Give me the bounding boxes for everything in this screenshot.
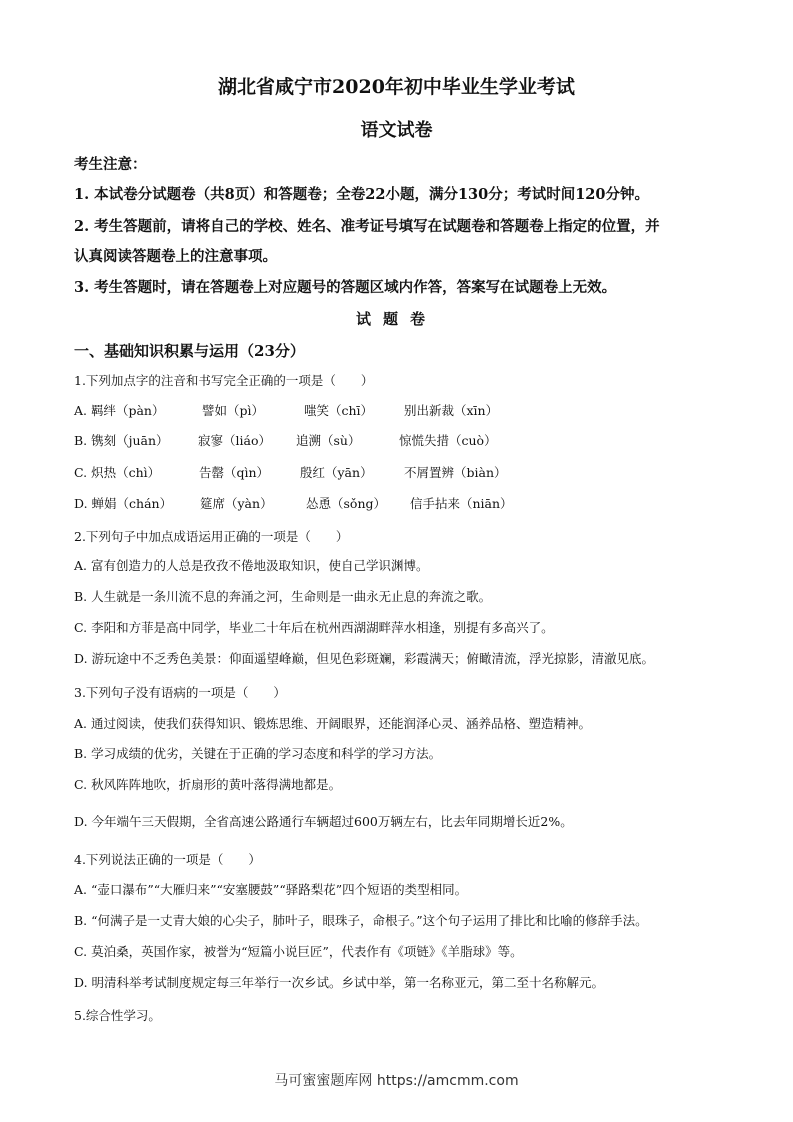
question-5-stem: 5.综合性学习。	[74, 1008, 161, 1023]
question-4-option-b: B. “何满子是一丈青大娘的心尖子，肺叶子，眼珠子，命根子。”这个句子运用了排比和比喻的修辞手法。	[74, 913, 648, 928]
option-c-word-2: 告罄（qìn）	[199, 465, 270, 480]
option-a-word-2: 譬如（pì）	[202, 403, 264, 418]
option-b-word-1: B. 镌刻（juān）	[74, 433, 169, 448]
question-3-option-b: B. 学习成绩的优劣，关键在于正确的学习态度和科学的学习方法。	[74, 746, 442, 761]
question-4-option-c: C. 莫泊桑，英国作家，被誉为“短篇小说巨匠”，代表作有《项链》《羊脂球》等。	[74, 944, 523, 959]
part-1-title: 一、基础知识积累与运用（23分）	[74, 342, 305, 360]
option-d-word-2: 筵席（yàn）	[200, 496, 273, 511]
option-b-word-3: 追溯（sù）	[296, 433, 361, 448]
question-3-option-c: C. 秋风阵阵地吹，折扇形的黄叶落得满地都是。	[74, 777, 342, 792]
exam-subtitle: 语文试卷	[360, 120, 433, 141]
question-4-option-d: D. 明清科举考试制度规定每三年举行一次乡试。乡试中举，第一名称亚元，第二至十名称解元。	[74, 975, 605, 990]
question-3-stem: 3.下列句子没有语病的一项是（ ）	[74, 685, 286, 700]
option-b-word-2: 寂寥（liáo）	[198, 433, 271, 448]
notice-heading: 考生注意：	[74, 156, 147, 173]
question-2-option-d: D. 游玩途中不乏秀色美景：仰面遥望峰巅，但见色彩斑斓，彩霞满天；俯瞰清流，浮光掠影，清澈见底。	[74, 651, 655, 666]
option-a-word-4: 别出新裁（xīn）	[404, 403, 499, 418]
notice-line-2a: 2. 考生答题前，请将自己的学校、姓名、准考证号填写在试题卷和答题卷上指定的位置，并	[74, 218, 660, 235]
question-2-option-b: B. 人生就是一条川流不息的奔涌之河，生命则是一曲永无止息的奔流之歌。	[74, 589, 492, 604]
question-2-stem: 2.下列句子中加点成语运用正确的一项是（ ）	[74, 529, 349, 544]
option-d-word-4: 信手拈来（niān）	[410, 496, 513, 511]
option-d-word-1: D. 蝉娟（chán）	[74, 496, 173, 511]
option-b-word-4: 惊慌失措（cuò）	[399, 433, 497, 448]
option-c-word-3: 殷红（yān）	[300, 465, 373, 480]
option-a-word-1: A. 羁绊（pàn）	[74, 403, 165, 418]
notice-line-1: 1. 本试卷分试题卷（共8页）和答题卷；全卷22小题，满分130分；考试时间120分钟。	[74, 186, 649, 203]
question-4-stem: 4.下列说法正确的一项是（ ）	[74, 852, 261, 867]
option-c-word-1: C. 炽热（chì）	[74, 465, 161, 480]
notice-line-2b: 认真阅读答题卷上的注意事项。	[74, 248, 277, 265]
question-3-option-d: D. 今年端午三天假期，全省高速公路通行车辆超过600万辆左右，比去年同期增长近2%。	[74, 814, 573, 829]
question-4-option-a: A. “壶口瀑布”“大雁归来”“安塞腰鼓”“驿路梨花”四个短语的类型相同。	[74, 882, 468, 897]
question-2-option-c: C. 李阳和方菲是高中同学，毕业二十年后在杭州西湖湖畔萍水相逢，别提有多高兴了。	[74, 620, 554, 635]
exam-title: 湖北省咸宁市2020年初中毕业生学业考试	[218, 76, 575, 98]
question-2-option-a: A. 富有创造力的人总是孜孜不倦地汲取知识，使自己学识渊博。	[74, 558, 429, 573]
question-1-stem: 1.下列加点字的注音和书写完全正确的一项是（ ）	[74, 373, 374, 388]
option-a-word-3: 嗤笑（chī）	[304, 403, 374, 418]
footer-watermark: 马可蜜蜜题库网 https://amcmm.com	[274, 1073, 519, 1089]
notice-line-3: 3. 考生答题时，请在答题卷上对应题号的答题区域内作答，答案写在试题卷上无效。	[74, 279, 617, 296]
option-c-word-4: 不屑置辨（biàn）	[404, 465, 507, 480]
question-3-option-a: A. 通过阅读，使我们获得知识、锻炼思维、开阔眼界，还能润泽心灵、涵养品格、塑造精神。	[74, 716, 591, 731]
option-d-word-3: 怂恿（sǒng）	[306, 496, 386, 511]
section-title: 试题卷	[355, 310, 437, 328]
